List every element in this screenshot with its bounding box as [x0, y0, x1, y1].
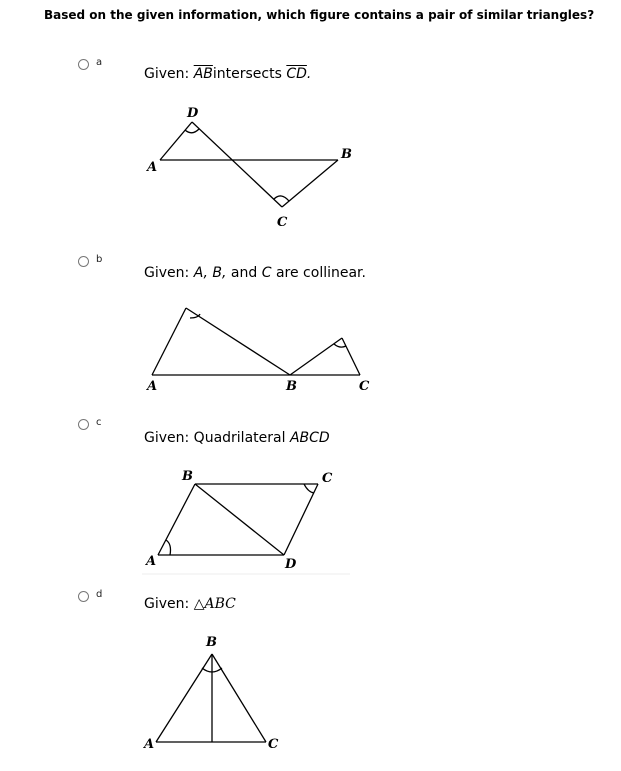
option-a-letter: a: [96, 57, 103, 68]
segment-ab: [156, 654, 212, 742]
label-c: C: [268, 737, 279, 752]
given-suffix: .: [306, 66, 312, 82]
given-mid: intersects: [212, 66, 287, 82]
segment-cd: $\overline{CD}$: [286, 66, 307, 82]
option-b-letter: b: [96, 254, 103, 265]
given-prefix: Given:: [144, 265, 194, 281]
given-suffix: are collinear.: [271, 265, 366, 281]
option-d-letter: d: [96, 589, 103, 600]
label-b: B: [286, 379, 297, 394]
label-b: B: [341, 147, 352, 162]
label-b: B: [206, 635, 217, 650]
label-a: A: [147, 379, 158, 394]
given-prefix: Given:: [144, 596, 194, 612]
label-c: C: [359, 379, 370, 394]
segment-bc: [212, 654, 266, 742]
question-text: Based on the given information, which figure contains a pair of similar triangles?: [44, 8, 595, 22]
label-a: A: [146, 554, 157, 569]
label-a: A: [144, 737, 155, 752]
segment-ab: $\overline{AB}$: [193, 66, 213, 82]
given-vars: A, B,: [193, 265, 227, 281]
given-prefix: Given:: [144, 66, 194, 82]
label-d: D: [285, 557, 297, 572]
given-prefix: Given: Quadrilateral: [144, 430, 290, 446]
option-c-letter: c: [96, 417, 102, 428]
triangle-name: △ABC: [193, 596, 236, 612]
label-d: D: [187, 106, 199, 121]
label-b: B: [182, 469, 193, 484]
label-a: A: [147, 160, 158, 175]
label-c: C: [277, 215, 288, 230]
given-mid: and: [226, 265, 262, 281]
label-c: C: [322, 471, 333, 486]
quadrilateral-name: ABCD: [289, 430, 330, 446]
given-var-c: C: [261, 265, 272, 281]
